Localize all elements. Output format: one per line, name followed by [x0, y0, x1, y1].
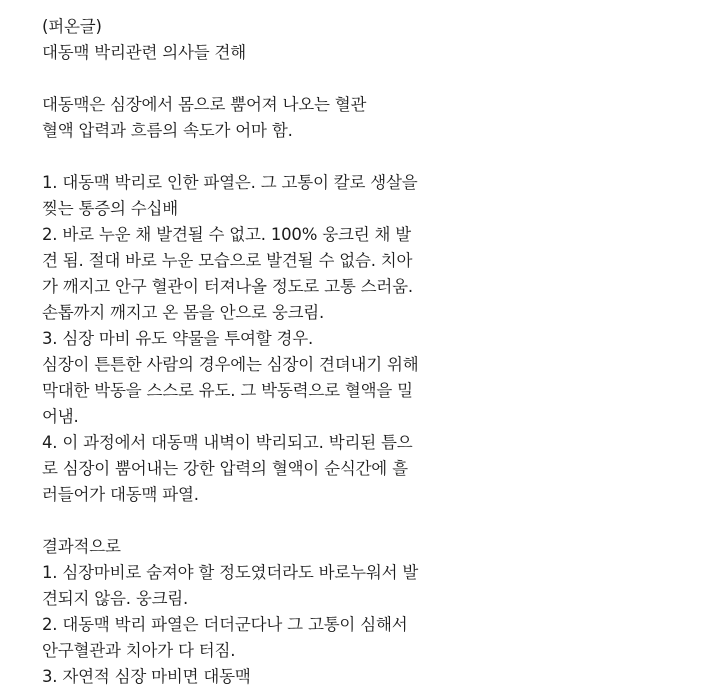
point-line: 손톱까지 깨지고 온 몸을 안으로 웅크림. — [42, 303, 325, 322]
point-line: 3. 심장 마비 유도 약물을 투여할 경우. — [42, 329, 314, 348]
point-line: 1. 대동맥 박리로 인한 파열은. 그 고통이 칼로 생살을 — [42, 173, 418, 192]
blank-line — [42, 508, 702, 534]
post-title: 대동맥 박리관련 의사들 견해 — [42, 43, 247, 62]
point-line: 심장이 튼튼한 사람의 경우에는 심장이 견뎌내기 위해 — [42, 355, 419, 374]
conclusion-line: 안구혈관과 치아가 다 터짐. — [42, 641, 236, 660]
point-line: 견 됨. 절대 바로 누운 모습으로 발견될 수 없슴. 치아 — [42, 251, 413, 270]
point-line: 2. 바로 누운 채 발견될 수 없고. 100% 웅크린 채 발 — [42, 225, 412, 244]
point-line: 가 깨지고 안구 혈관이 터져나올 정도로 고통 스러움. — [42, 277, 413, 296]
point-line: 로 심장이 뿜어내는 강한 압력의 혈액이 순식간에 흘 — [42, 459, 408, 478]
point-line: 어냄. — [42, 407, 79, 426]
repost-tag: (퍼온글) — [42, 17, 102, 36]
point-line: 4. 이 과정에서 대동맥 내벽이 박리되고. 박리된 틈으 — [42, 433, 413, 452]
conclusion-heading: 결과적으로 — [42, 537, 121, 556]
point-line: 러들어가 대동맥 파열. — [42, 485, 199, 504]
conclusion-line: 3. 자연적 심장 마비면 대동맥 — [42, 667, 251, 686]
intro-line: 대동맥은 심장에서 몸으로 뿜어져 나오는 혈관 — [42, 95, 367, 114]
post-body — [42, 14, 702, 690]
intro-line: 혈액 압력과 흐름의 속도가 어마 함. — [42, 121, 293, 140]
conclusion-line: 1. 심장마비로 숨져야 할 정도였더라도 바로누워서 발 — [42, 563, 419, 582]
blank-line — [42, 66, 702, 92]
blank-line — [42, 144, 702, 170]
conclusion-line: 견되지 않음. 웅크림. — [42, 589, 189, 608]
conclusion-line: 2. 대동맥 박리 파열은 더더군다나 그 고통이 심해서 — [42, 615, 408, 634]
point-line: 막대한 박동을 스스로 유도. 그 박동력으로 혈액을 밀 — [42, 381, 413, 400]
point-line: 찢는 통증의 수십배 — [42, 199, 179, 218]
